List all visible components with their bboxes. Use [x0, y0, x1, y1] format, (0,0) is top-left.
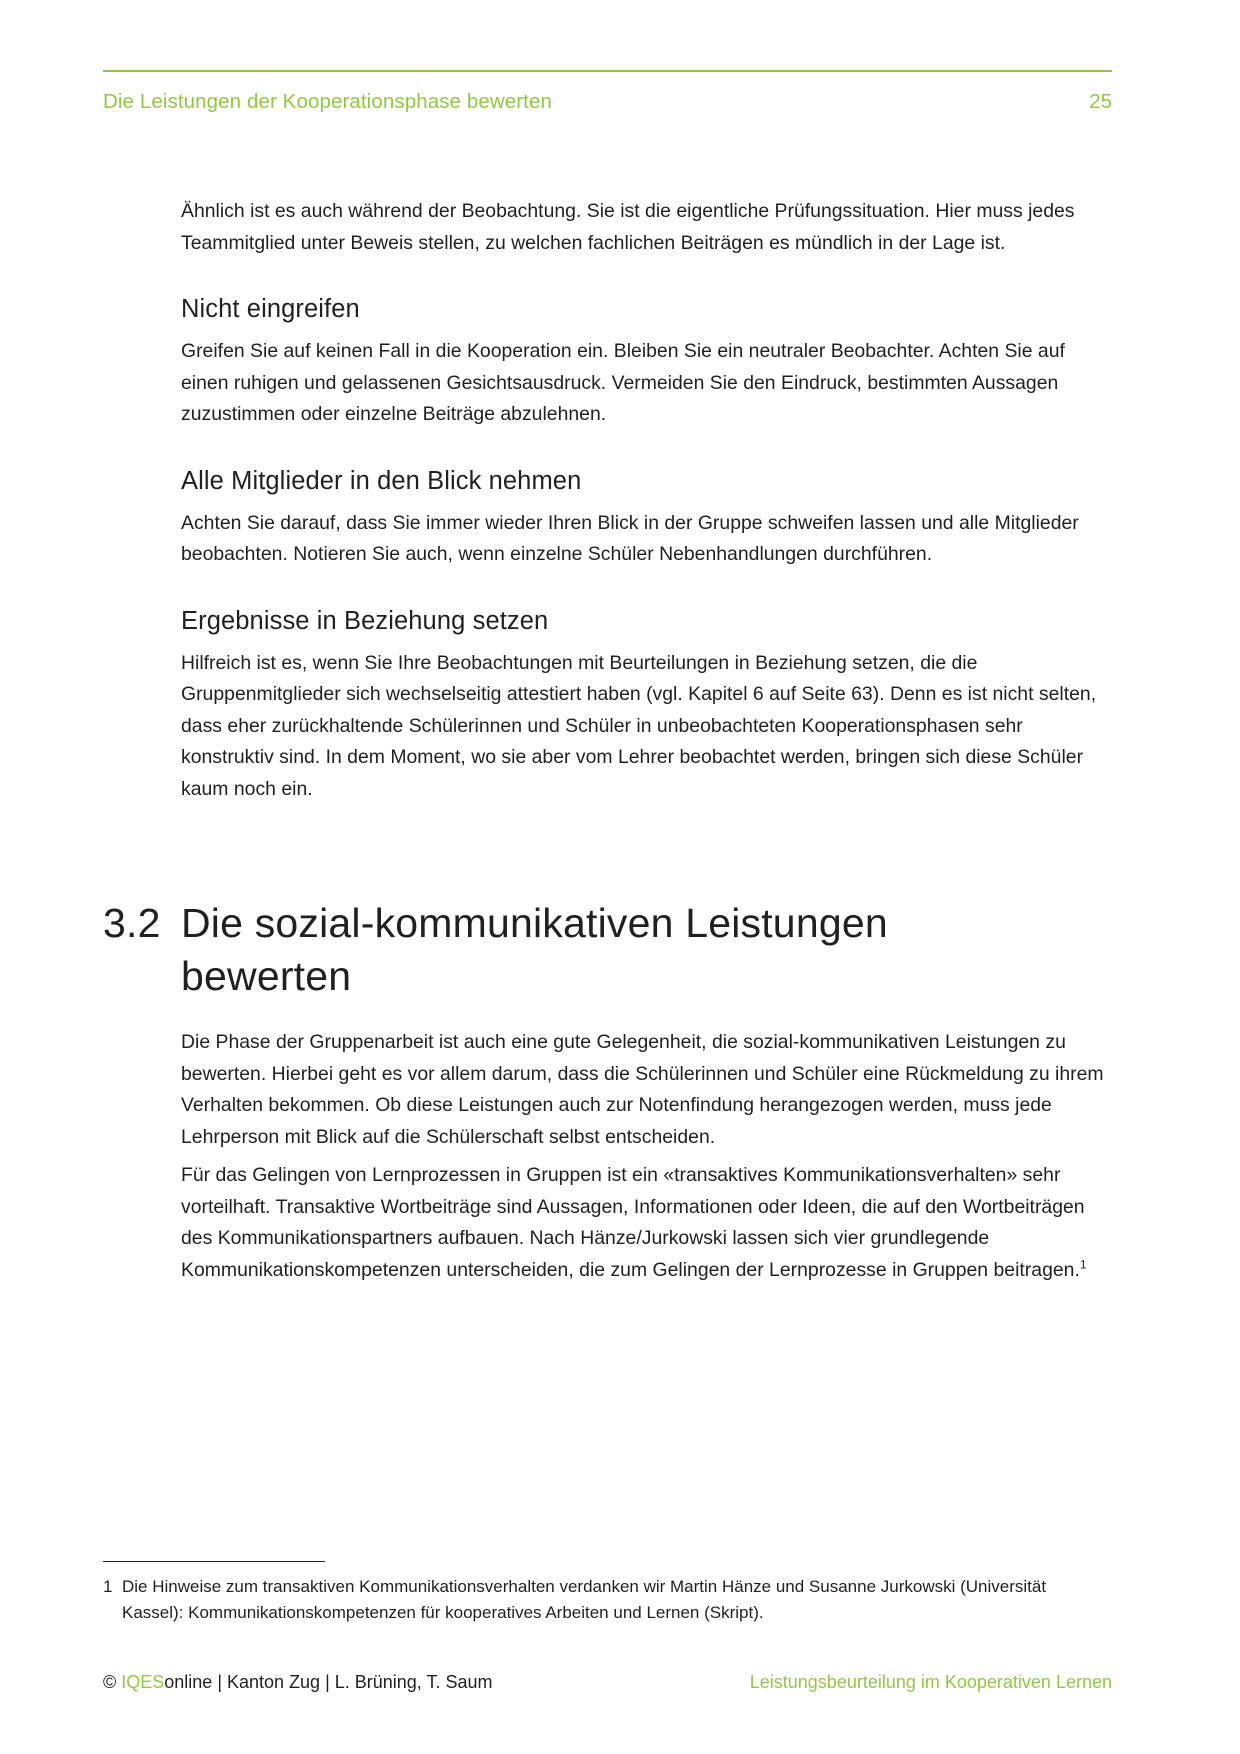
section-paragraph-2 [181, 1160, 1111, 1286]
header-row [103, 90, 1112, 114]
section-paragraph-1: Die Phase der Gruppenarbeit ist auch eine gute Gelegenheit, die sozial-kommunikativen Leistungen zu bewerten. Hierbei geht es vor allem darum, dass die Schülerinnen und Schüler eine Rückmeldung zu ihrem Verhalten bekommen. Ob diese Leistungen auch zur Notenfindung herangezogen werden, muss jede Lehrperson mit Blick auf die Schülerschaft selbst entscheiden. [181, 1031, 1104, 1148]
section-heading-3-2 [103, 897, 1112, 1003]
footnote-divider [103, 1561, 325, 1562]
section-paragraph-2-text: Für das Gelingen von Lernprozessen in Gruppen ist ein «transaktives Kommunikationsverhalten» sehr vorteilhaft. Transaktive Wortbeiträge sind Aussagen, Informationen oder Ideen, die auf den Wortbeiträgen des Kommunikationspartners aufbauen. Nach Hänze/Jurkowski lassen sich vier grundlegende Kommunikationskompetenzen unterscheiden, die zum Gelingen der Lernprozesse in Gruppen beitragen. [181, 1164, 1085, 1281]
subsection-heading-ergebnisse: Ergebnisse in Beziehung setzen [181, 606, 549, 635]
section-title: Die sozial-kommunikativen Leistungen bewerten [181, 900, 888, 999]
footnote-marker: 1 [1079, 1257, 1087, 1272]
footer-left-rest: online | Kanton Zug | L. Brüning, T. Saum [164, 1672, 493, 1692]
page-header [103, 70, 1112, 114]
subsection-heading-alle-mitglieder: Alle Mitglieder in den Blick nehmen [181, 466, 582, 495]
footnote [103, 1574, 1112, 1626]
page-number: 25 [1089, 90, 1112, 113]
footer-right: Leistungsbeurteilung im Kooperativen Lernen [749, 1672, 1112, 1692]
section-number: 3.2 [103, 900, 161, 946]
subsection-text-nicht-eingreifen: Greifen Sie auf keinen Fall in die Kooperation ein. Bleiben Sie ein neutraler Beobachter. Achten Sie auf einen ruhigen und gelassenen Gesichtsausdruck. Vermeiden Sie den Eindruck, bestimmten Aussagen zuzustimmen oder einzelne Beiträge abzulehnen. [181, 340, 1065, 425]
page-footer [103, 1672, 1112, 1693]
footer-left [103, 1672, 493, 1693]
page-content [103, 196, 1112, 1286]
subsection-text-ergebnisse: Hilfreich ist es, wenn Sie Ihre Beobachtungen mit Beurteilungen in Beziehung setzen, die die Gruppenmitglieder sich wechselseitig attestiert haben (vgl. Kapitel 6 auf Seite 63). Denn es ist nicht selten, dass eher zurückhaltende Schülerinnen und Schüler in unbeobachteten Kooperationsphasen sehr konstruktiv sind. In dem Moment, wo sie aber vom Lehrer beobachtet werden, bringen sich diese Schüler kaum noch ein. [181, 651, 1097, 800]
text-column [181, 196, 1111, 805]
intro-paragraph: Ähnlich ist es auch während der Beobachtung. Sie ist die eigentliche Prüfungssituation. Hier muss jedes Teammitglied unter Beweis stellen, zu welchen fachlichen Beiträgen es mündlich in der Lage ist. [181, 200, 1075, 254]
running-header-title: Die Leistungen der Kooperationsphase bewerten [103, 90, 552, 113]
section-body [181, 1027, 1111, 1286]
footnote-number: 1 [103, 1577, 113, 1596]
subsection-heading-nicht-eingreifen: Nicht eingreifen [181, 295, 360, 323]
footer-copyright: © [103, 1672, 122, 1692]
footnote-area [103, 1561, 1112, 1626]
subsection-text-alle-mitglieder: Achten Sie darauf, dass Sie immer wieder Ihren Blick in der Gruppe schweifen lassen und alle Mitglieder beobachten. Notieren Sie auch, wenn einzelne Schüler Nebenhandlungen durchführen. [181, 511, 1079, 565]
header-divider [103, 70, 1112, 72]
footer-brand: IQES [121, 1672, 165, 1692]
footnote-text: Die Hinweise zum transaktiven Kommunikationsverhalten verdanken wir Martin Hänze und Susanne Jurkowski (Universität Kassel): Kommunikationskompetenzen für kooperatives Arbeiten und Lernen (Skript). [122, 1577, 1047, 1622]
